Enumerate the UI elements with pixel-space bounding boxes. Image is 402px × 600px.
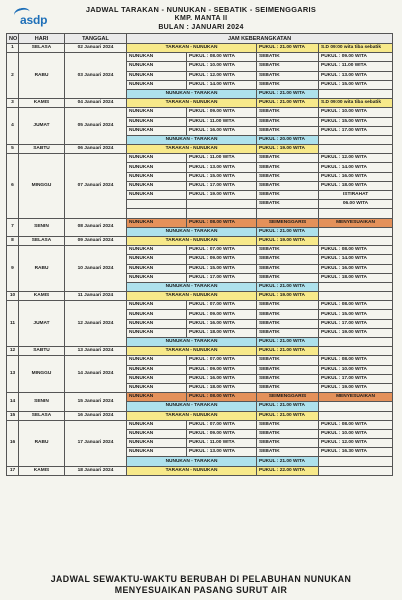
schedule-cell: PUKUL : 15.00 WITA	[187, 264, 257, 273]
schedule-cell: NUNUKAN - TARAKAN	[127, 227, 257, 236]
schedule-cell: NUNUKAN	[127, 246, 187, 255]
row-date: 16 Januari 2024	[65, 411, 127, 420]
schedule-cell: NUNUKAN	[127, 80, 187, 89]
schedule-cell: SEBATIK	[257, 255, 319, 264]
row-date: 04 Januari 2024	[65, 99, 127, 108]
schedule-cell: NUNUKAN	[127, 365, 187, 374]
schedule-cell: PUKUL : 22.00 WITA	[257, 466, 319, 475]
schedule-cell: SEBATIK	[257, 191, 319, 200]
schedule-cell: PUKUL : 17.00 WITA	[319, 126, 393, 135]
table-row	[7, 420, 393, 429]
schedule-cell: NUNUKAN	[127, 255, 187, 264]
row-date: 06 Januari 2024	[65, 145, 127, 154]
schedule-cell: PUKUL : 17.00 WITA	[319, 374, 393, 383]
row-no: 15	[7, 411, 19, 420]
schedule-cell: PUKUL : 14.00 WITA	[319, 255, 393, 264]
schedule-cell: NUNUKAN	[127, 301, 187, 310]
schedule-cell: SEBATIK	[257, 374, 319, 383]
schedule-cell: PUKUL : 11.00 WITA	[319, 62, 393, 71]
schedule-cell: PUKUL : 18.00 WITA	[319, 181, 393, 190]
schedule-cell: PUKUL : 08.00 WITA	[187, 218, 257, 227]
schedule-body	[7, 44, 393, 476]
schedule-cell: PUKUL : 19.00 WITA	[257, 236, 319, 245]
row-no: 1	[7, 44, 19, 53]
row-no: 10	[7, 292, 19, 301]
row-day: SENIN	[19, 218, 65, 236]
schedule-cell: PUKUL : 09.00 WITA	[187, 365, 257, 374]
schedule-cell: SEBATIK	[257, 264, 319, 273]
row-day: SELASA	[19, 411, 65, 420]
schedule-cell: PUKUL : 21.00 WITA	[257, 338, 319, 347]
schedule-cell: PUKUL : 21.00 WITA	[257, 402, 319, 411]
schedule-cell: SEBATIK	[257, 356, 319, 365]
schedule-cell: PUKUL : 20.00 WITA	[257, 135, 319, 144]
schedule-cell: NUNUKAN	[127, 356, 187, 365]
row-day: MINGGU	[19, 154, 65, 218]
row-no: 4	[7, 108, 19, 145]
row-no: 13	[7, 356, 19, 393]
schedule-cell: PUKUL : 13.00 WITA	[187, 163, 257, 172]
schedule-cell: TARAKAN - NUNUKAN	[127, 236, 257, 245]
row-date: 05 Januari 2024	[65, 108, 127, 145]
table-row	[7, 99, 393, 108]
row-day: SABTU	[19, 145, 65, 154]
table-row	[7, 466, 393, 475]
schedule-cell: NUNUKAN	[127, 218, 187, 227]
schedule-cell: S.D 09:00 wita tiba sebatik	[319, 99, 393, 108]
row-day: SELASA	[19, 236, 65, 245]
schedule-cell: PUKUL : 21.00 WITA	[257, 411, 319, 420]
schedule-cell: SEBATIK	[257, 448, 319, 457]
schedule-cell: PUKUL : 08.00 WITA	[319, 356, 393, 365]
empty-cell	[319, 347, 393, 356]
schedule-cell: PUKUL : 08.00 WITA	[319, 246, 393, 255]
empty-cell	[187, 200, 257, 209]
table-row	[7, 356, 393, 365]
row-date: 08 Januari 2024	[65, 218, 127, 236]
empty-cell	[127, 200, 187, 209]
row-date: 14 Januari 2024	[65, 356, 127, 393]
empty-cell	[319, 145, 393, 154]
schedule-cell: PUKUL : 19.00 WITA	[187, 191, 257, 200]
schedule-cell: NUNUKAN	[127, 181, 187, 190]
schedule-cell: PUKUL : 14.00 WITA	[319, 163, 393, 172]
row-no: 7	[7, 218, 19, 236]
schedule-cell: NUNUKAN	[127, 393, 187, 402]
schedule-cell: NUNUKAN - TARAKAN	[127, 402, 257, 411]
schedule-cell: PUKUL : 07.00 WITA	[187, 301, 257, 310]
schedule-cell: MENYESUAIKAN	[319, 393, 393, 402]
schedule-cell: PUKUL : 17.00 WITA	[187, 181, 257, 190]
schedule-cell: PUKUL : 09.00 WITA	[187, 429, 257, 438]
row-no: 6	[7, 154, 19, 218]
row-day: SABTU	[19, 347, 65, 356]
schedule-cell: PUKUL : 14.00 WITA	[187, 80, 257, 89]
schedule-cell: SEBATIK	[257, 71, 319, 80]
schedule-cell: PUKUL : 09.00 WITA	[187, 310, 257, 319]
schedule-cell: NUNUKAN	[127, 273, 187, 282]
schedule-cell: SEBATIK	[257, 163, 319, 172]
empty-cell	[319, 402, 393, 411]
schedule-cell: PUKUL : 08.00 WITA	[319, 420, 393, 429]
schedule-cell: SEBATIK	[257, 246, 319, 255]
schedule-cell: SEBATIK	[257, 172, 319, 181]
row-day: RABU	[19, 420, 65, 466]
empty-cell	[319, 135, 393, 144]
row-day: MINGGU	[19, 356, 65, 393]
row-day: RABU	[19, 246, 65, 292]
schedule-month: BULAN : JANUARI 2024	[158, 24, 244, 31]
schedule-cell: PUKUL : 08.00 WITA	[187, 393, 257, 402]
table-header-row	[7, 34, 393, 44]
schedule-cell: PUKUL : 11.00 WITA	[187, 439, 257, 448]
row-no: 17	[7, 466, 19, 475]
schedule-cell: SEBATIK	[257, 126, 319, 135]
schedule-cell: PUKUL : 08.00 WITA	[187, 53, 257, 62]
schedule-cell: NUNUKAN	[127, 310, 187, 319]
row-day: SELASA	[19, 44, 65, 53]
empty-cell	[319, 292, 393, 301]
schedule-cell: TARAKAN - NUNUKAN	[127, 99, 257, 108]
row-day: KAMIS	[19, 466, 65, 475]
schedule-cell: PUKUL : 21.00 WITA	[257, 347, 319, 356]
table-row	[7, 292, 393, 301]
table-row	[7, 145, 393, 154]
table-row	[7, 53, 393, 62]
empty-cell	[319, 457, 393, 466]
schedule-cell: PUKUL : 07.00 WITA	[187, 420, 257, 429]
schedule-cell: PUKUL : 17.00 WITA	[187, 273, 257, 282]
schedule-cell: SEBATIK	[257, 439, 319, 448]
row-date: 10 Januari 2024	[65, 246, 127, 292]
col-header-tanggal: TANGGAL	[65, 34, 127, 44]
row-date: 07 Januari 2024	[65, 154, 127, 218]
schedule-cell: NUNUKAN - TARAKAN	[127, 135, 257, 144]
schedule-cell: NUNUKAN - TARAKAN	[127, 338, 257, 347]
empty-cell	[127, 209, 187, 218]
schedule-cell: PUKUL : 21.00 WITA	[257, 89, 319, 98]
empty-cell	[319, 411, 393, 420]
schedule-cell: NUNUKAN	[127, 420, 187, 429]
schedule-cell: PUKUL : 17.00 WITA	[319, 319, 393, 328]
schedule-cell: NUNUKAN - TARAKAN	[127, 457, 257, 466]
row-date: 11 Januari 2024	[65, 292, 127, 301]
schedule-cell: PUKUL : 21.00 WITA	[257, 44, 319, 53]
table-row	[7, 246, 393, 255]
row-day: RABU	[19, 53, 65, 99]
table-row	[7, 108, 393, 117]
schedule-cell: SEBATIK	[257, 319, 319, 328]
schedule-cell: SEBATIK	[257, 328, 319, 337]
schedule-table	[6, 33, 393, 476]
schedule-cell: SEBATIK	[257, 62, 319, 71]
schedule-cell: SEBATIK	[257, 200, 319, 209]
schedule-cell: PUKUL : 07.00 WITA	[187, 246, 257, 255]
row-no: 14	[7, 393, 19, 411]
schedule-cell: SEBATIK	[257, 181, 319, 190]
col-header-hari: HARI	[19, 34, 65, 44]
schedule-cell: SEBATIK	[257, 420, 319, 429]
schedule-cell: PUKUL : 18.00 WITA	[319, 273, 393, 282]
table-row	[7, 236, 393, 245]
footer-note-line1: JADWAL SEWAKTU-WAKTU BERUBAH DI PELABUHAN NUNUKAN	[50, 574, 352, 584]
empty-cell	[319, 282, 393, 291]
schedule-cell: PUKUL : 12.00 WITA	[187, 71, 257, 80]
schedule-cell: PUKUL : 19.00 WITA	[319, 383, 393, 392]
row-no: 16	[7, 420, 19, 466]
row-day: JUMAT	[19, 108, 65, 145]
schedule-cell: MENYESUAIKAN	[319, 218, 393, 227]
schedule-cell: PUKUL : 16.00 WITA	[319, 172, 393, 181]
schedule-cell: SEBATIK	[257, 80, 319, 89]
schedule-cell: TARAKAN - NUNUKAN	[127, 466, 257, 475]
schedule-cell: NUNUKAN - TARAKAN	[127, 89, 257, 98]
schedule-cell: NUNUKAN	[127, 264, 187, 273]
schedule-cell: TARAKAN - NUNUKAN	[127, 292, 257, 301]
schedule-cell: TARAKAN - NUNUKAN	[127, 411, 257, 420]
schedule-cell: NUNUKAN	[127, 439, 187, 448]
schedule-cell: NUNUKAN	[127, 191, 187, 200]
schedule-cell: PUKUL : 10.00 WITA	[187, 62, 257, 71]
schedule-title: JADWAL TARAKAN - NUNUKAN - SEBATIK - SEIMENGGARIS	[85, 5, 317, 14]
schedule-cell: NUNUKAN	[127, 117, 187, 126]
row-no: 11	[7, 301, 19, 347]
col-header-no: NO	[7, 34, 19, 44]
schedule-cell: SEBATIK	[257, 53, 319, 62]
schedule-cell: PUKUL : 15.00 WITA	[319, 117, 393, 126]
empty-cell	[319, 236, 393, 245]
schedule-cell: NUNUKAN	[127, 126, 187, 135]
schedule-cell: NUNUKAN	[127, 163, 187, 172]
row-date: 03 Januari 2024	[65, 53, 127, 99]
schedule-cell: TARAKAN - NUNUKAN	[127, 145, 257, 154]
schedule-cell: PUKUL : 16.30 WITA	[319, 448, 393, 457]
schedule-cell: PUKUL : 08.00 WITA	[319, 301, 393, 310]
schedule-cell: NUNUKAN	[127, 448, 187, 457]
row-no: 3	[7, 99, 19, 108]
schedule-cell: NUNUKAN	[127, 62, 187, 71]
table-row	[7, 44, 393, 53]
row-day: SENIN	[19, 393, 65, 411]
schedule-cell: PUKUL : 10.00 WITA	[319, 108, 393, 117]
empty-cell	[257, 209, 319, 218]
schedule-cell: PUKUL : 13.00 WITA	[319, 71, 393, 80]
schedule-cell: PUKUL : 16.00 WITA	[187, 319, 257, 328]
schedule-cell: NUNUKAN	[127, 172, 187, 181]
schedule-cell: NUNUKAN	[127, 71, 187, 80]
row-date: 12 Januari 2024	[65, 301, 127, 347]
schedule-cell: PUKUL : 11.00 WITA	[187, 117, 257, 126]
schedule-cell: PUKUL : 12.00 WITA	[319, 439, 393, 448]
schedule-cell: PUKUL : 16.00 WITA	[187, 126, 257, 135]
schedule-cell: 06.00 WITA	[319, 200, 393, 209]
schedule-cell: PUKUL : 09.00 WITA	[187, 255, 257, 264]
row-day: KAMIS	[19, 99, 65, 108]
schedule-cell: PUKUL : 18.00 WITA	[187, 383, 257, 392]
row-date: 02 Januari 2024	[65, 44, 127, 53]
schedule-cell: NUNUKAN	[127, 429, 187, 438]
col-header-jam: JAM KEBERANGKATAN	[127, 34, 393, 44]
schedule-cell: TARAKAN - NUNUKAN	[127, 347, 257, 356]
schedule-cell: PUKUL : 16.00 WITA	[319, 264, 393, 273]
schedule-cell: PUKUL : 16.00 WITA	[187, 374, 257, 383]
schedule-cell: PUKUL : 15.00 WITA	[319, 80, 393, 89]
schedule-cell: PUKUL : 19.00 WITA	[319, 328, 393, 337]
schedule-cell: SEBATIK	[257, 429, 319, 438]
row-date: 17 Januari 2024	[65, 420, 127, 466]
row-no: 12	[7, 347, 19, 356]
row-day: KAMIS	[19, 292, 65, 301]
schedule-cell: PUKUL : 15.00 WITA	[187, 172, 257, 181]
row-no: 9	[7, 246, 19, 292]
ship-name: KMP. MANTA II	[174, 15, 228, 22]
schedule-cell: PUKUL : 19.00 WITA	[257, 145, 319, 154]
schedule-cell: SEBATIK	[257, 117, 319, 126]
schedule-cell: SEBATIK	[257, 310, 319, 319]
row-date: 15 Januari 2024	[65, 393, 127, 411]
schedule-cell: PUKUL : 15.00 WITA	[319, 310, 393, 319]
table-row	[7, 154, 393, 163]
schedule-cell: NUNUKAN	[127, 108, 187, 117]
schedule-cell: SEBATIK	[257, 301, 319, 310]
table-row	[7, 393, 393, 402]
empty-cell	[187, 209, 257, 218]
schedule-cell: PUKUL : 13.00 WITA	[187, 448, 257, 457]
schedule-cell: PUKUL : 21.00 WITA	[257, 99, 319, 108]
schedule-cell: ISTIRAHAT	[319, 191, 393, 200]
schedule-cell: PUKUL : 19.00 WITA	[257, 292, 319, 301]
footer-note-line2: MENYESUAIKAN PASANG SURUT AIR	[114, 585, 288, 595]
schedule-cell: SEBATIK	[257, 365, 319, 374]
row-day: JUMAT	[19, 301, 65, 347]
empty-cell	[319, 89, 393, 98]
schedule-cell: PUKUL : 18.00 WITA	[187, 328, 257, 337]
table-row	[7, 411, 393, 420]
row-no: 8	[7, 236, 19, 245]
row-no: 5	[7, 145, 19, 154]
table-row	[7, 301, 393, 310]
schedule-cell: PUKUL : 21.00 WITA	[257, 282, 319, 291]
schedule-cell: SEBATIK	[257, 273, 319, 282]
schedule-cell: NUNUKAN	[127, 383, 187, 392]
row-date: 13 Januari 2024	[65, 347, 127, 356]
schedule-cell: NUNUKAN	[127, 328, 187, 337]
schedule-cell: PUKUL : 21.00 WITA	[257, 457, 319, 466]
schedule-cell: NUNUKAN	[127, 319, 187, 328]
schedule-cell: NUNUKAN - TARAKAN	[127, 282, 257, 291]
schedule-cell: PUKUL : 07.00 WITA	[187, 356, 257, 365]
schedule-cell: PUKUL : 11.00 WITA	[187, 154, 257, 163]
schedule-cell: SEBATIK	[257, 383, 319, 392]
logo-text: asdp	[20, 13, 48, 27]
schedule-cell: PUKUL : 10.00 WITA	[319, 429, 393, 438]
schedule-cell: PUKUL : 21.00 WITA	[257, 227, 319, 236]
empty-cell	[319, 466, 393, 475]
schedule-cell: PUKUL : 09.00 WITA	[187, 108, 257, 117]
schedule-cell: NUNUKAN	[127, 53, 187, 62]
row-no: 2	[7, 53, 19, 99]
schedule-cell: SEIMENGGARIS	[257, 393, 319, 402]
schedule-cell: SEIMENGGARIS	[257, 218, 319, 227]
schedule-cell: PUKUL : 10.00 WITA	[319, 365, 393, 374]
empty-cell	[319, 338, 393, 347]
schedule-cell: TARAKAN - NUNUKAN	[127, 44, 257, 53]
schedule-cell: NUNUKAN	[127, 154, 187, 163]
schedule-cell: PUKUL : 09.00 WITA	[319, 53, 393, 62]
table-row	[7, 218, 393, 227]
table-row	[7, 347, 393, 356]
empty-cell	[319, 209, 393, 218]
schedule-cell: NUNUKAN	[127, 374, 187, 383]
row-date: 18 Januari 2024	[65, 466, 127, 475]
schedule-cell: PUKUL : 12.00 WITA	[319, 154, 393, 163]
row-date: 09 Januari 2024	[65, 236, 127, 245]
schedule-cell: S.D 09:00 wita tiba sebatik	[319, 44, 393, 53]
schedule-cell: SEBATIK	[257, 108, 319, 117]
empty-cell	[319, 227, 393, 236]
schedule-cell: SEBATIK	[257, 154, 319, 163]
